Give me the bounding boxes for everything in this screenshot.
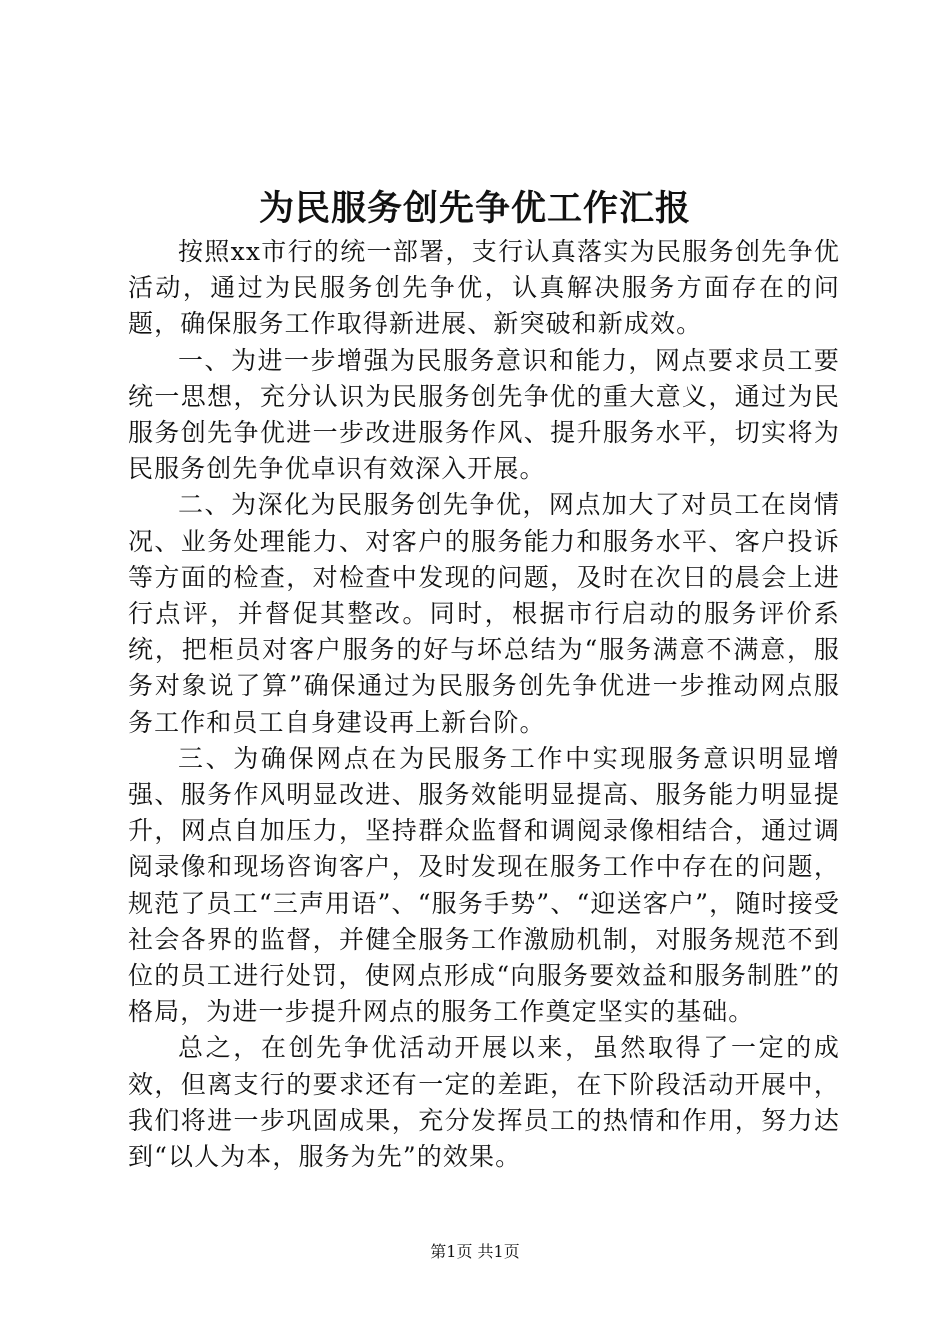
- paragraph-section-two: 二、为深化为民服务创先争优，网点加大了对员工在岗情况、业务处理能力、对客户的服务能力和服务水平、客户投诉等方面的检查，对检查中发现的问题，及时在次日的晨会上进行点评，并督促其整改。同时，根据市行启动的服务评价系统，把柜员对客户服务的好与坏总结为“服务满意不满意，服务对象说了算”确保通过为民服务创先争优进一步推动网点服务工作和员工自身建设再上新台阶。: [128, 490, 840, 737]
- document-body: [128, 234, 840, 1175]
- paragraph-section-three: 三、为确保网点在为民服务工作中实现服务意识明显增强、服务作风明显改进、服务效能明显提高、服务能力明显提升，网点自加压力，坚持群众监督和调阅录像相结合，通过调阅录像和现场咨询客户，及时发现在服务工作中存在的问题，规范了员工“三声用语”、“服务手势”、“迎送客户”，随时接受社会各界的监督，并健全服务工作激励机制，对服务规范不到位的员工进行处罚，使网点形成“向服务要效益和服务制胜”的格局，为进一步提升网点的服务工作奠定坚实的基础。: [128, 743, 840, 1027]
- paragraph-conclusion: 总之，在创先争优活动开展以来，虽然取得了一定的成效，但离支行的要求还有一定的差距，在下阶段活动开展中，我们将进一步巩固成果，充分发挥员工的热情和作用，努力达到“以人为本，服务为先”的效果。: [128, 1033, 840, 1172]
- paragraph-section-one: 一、为进一步增强为民服务意识和能力，网点要求员工要统一思想，充分认识为民服务创先争优的重大意义，通过为民服务创先争优进一步改进服务作风、提升服务水平，切实将为民服务创先争优卓识有效深入开展。: [128, 345, 840, 484]
- page-number-footer: 第1页 共1页: [430, 1242, 520, 1261]
- document-title: 为民服务创先争优工作汇报: [258, 188, 691, 229]
- paragraph-intro: 按照xx市行的统一部署，支行认真落实为民服务创先争优活动，通过为民服务创先争优，认真解决服务方面存在的问题，确保服务工作取得新进展、新突破和新成效。: [128, 237, 840, 339]
